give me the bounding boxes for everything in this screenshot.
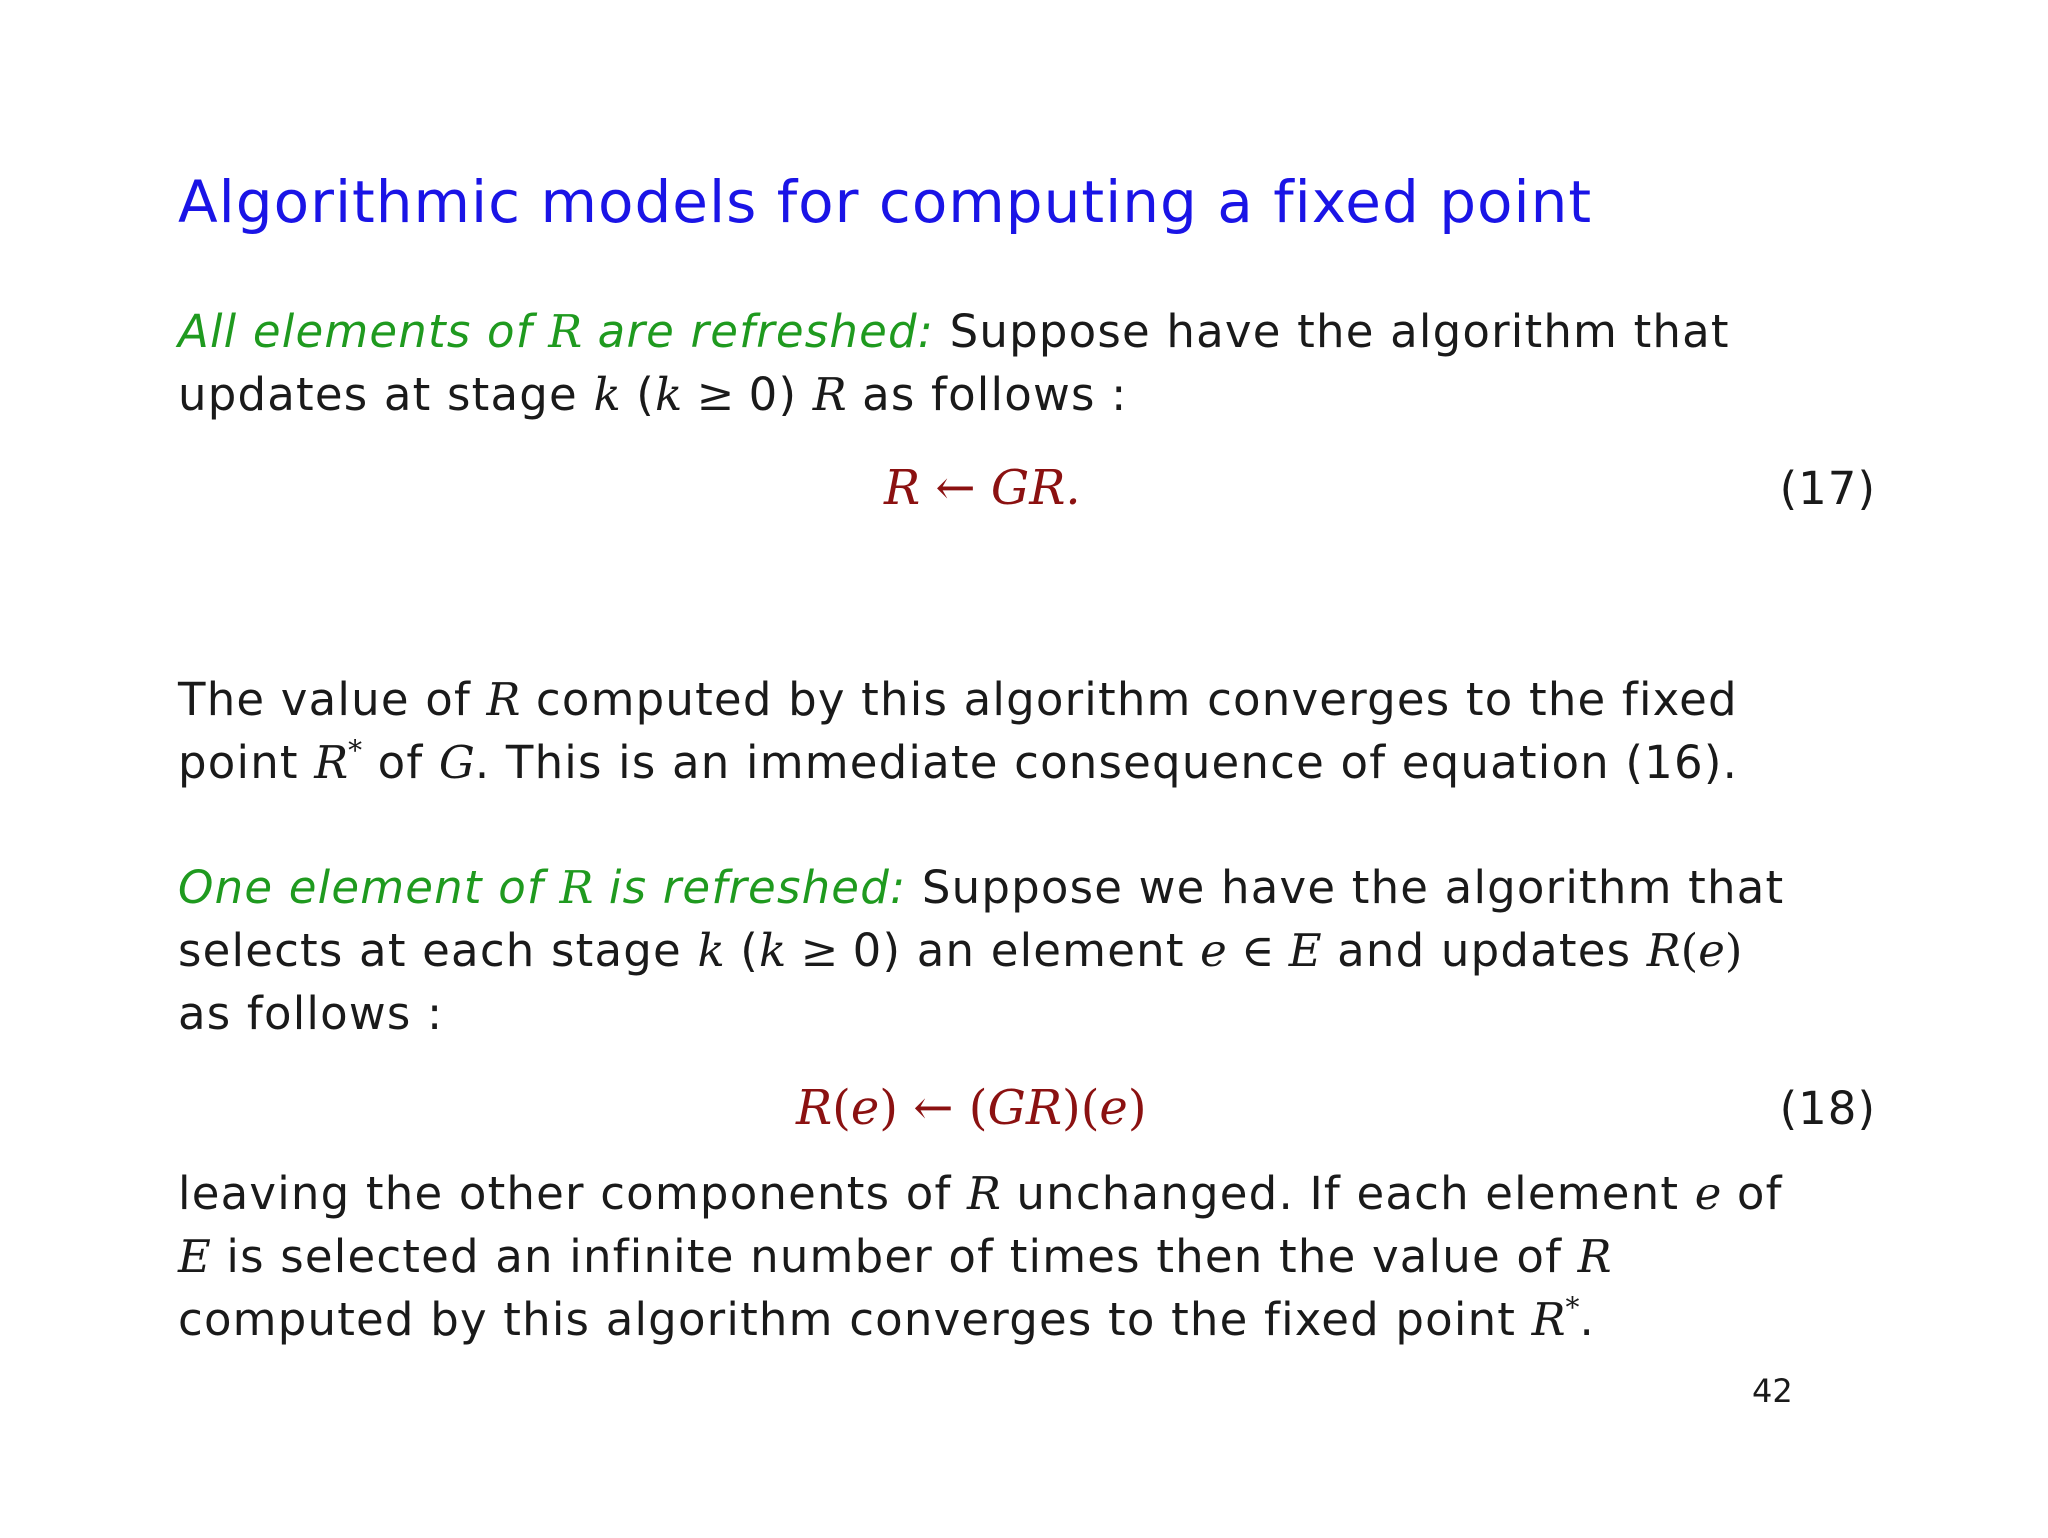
equation-17: R ← GR. <box>884 460 1081 516</box>
page-number: 42 <box>1752 1372 1793 1410</box>
paragraph-line: leaving the other components of R unchanged. If each element e of <box>178 1167 1783 1220</box>
paragraph-convergence <box>178 668 1738 794</box>
paragraph-line: E is selected an infinite number of times then the value of R <box>178 1230 1612 1283</box>
equation-18: R(e) ← (GR)(e) <box>796 1080 1147 1136</box>
paragraph-line: All elements of R are refreshed: Suppose have the algorithm that <box>178 305 1730 358</box>
paragraph-line: computed by this algorithm converges to the fixed point R*. <box>178 1290 1596 1346</box>
paragraph-line: The value of R computed by this algorithm converges to the fixed <box>178 673 1738 726</box>
paragraph-all-elements <box>178 300 1730 426</box>
paragraph-line: as follows : <box>178 987 444 1040</box>
paragraph-one-element <box>178 856 1784 1045</box>
paragraph-line: point R* of G. This is an immediate consequence of equation (16). <box>178 733 1739 789</box>
equation-number-18: (18) <box>1779 1082 1876 1135</box>
paragraph-leaving <box>178 1162 1783 1351</box>
highlight-label: One element of R is refreshed: <box>178 861 907 914</box>
highlight-label: All elements of R are refreshed: <box>178 305 935 358</box>
equation-number-17: (17) <box>1779 462 1876 515</box>
slide-title: Algorithmic models for computing a fixed point <box>178 168 1593 236</box>
paragraph-line: updates at stage k (k ≥ 0) R as follows : <box>178 368 1128 421</box>
paragraph-line: One element of R is refreshed: Suppose we have the algorithm that <box>178 861 1785 914</box>
paragraph-line: selects at each stage k (k ≥ 0) an element e ∈ E and updates R(e) <box>178 924 1743 977</box>
